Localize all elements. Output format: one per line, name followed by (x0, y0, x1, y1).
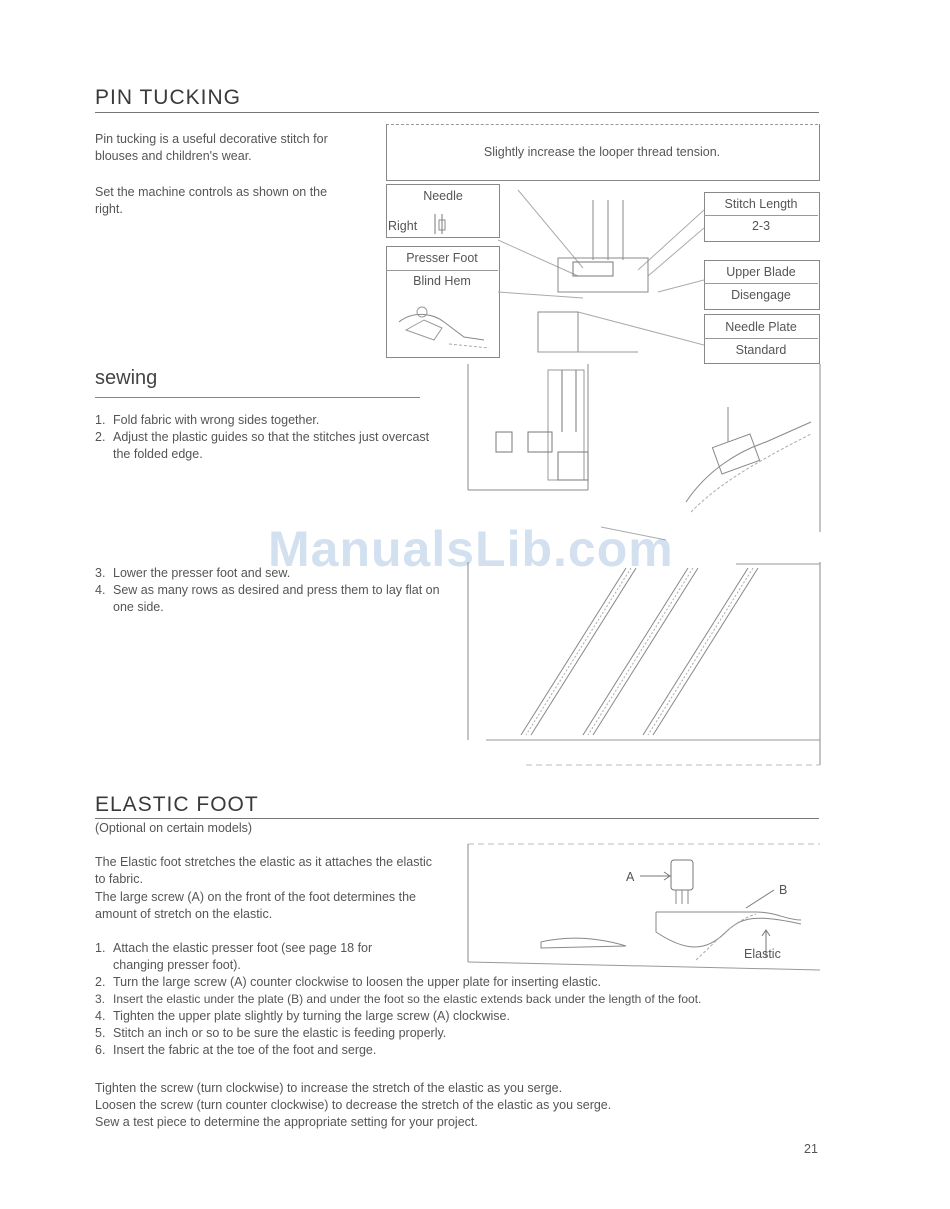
sewing-subtitle: sewing (95, 367, 158, 389)
elastic-step: 3. Insert the elastic under the plate (B) and under the foot so the elastic extends back under the length of the foot. (95, 992, 702, 1006)
elastic-step: 4. Tighten the upper plate slightly by turning the large screw (A) clockwise. (95, 1009, 510, 1023)
controls-note: Set the machine controls as shown on the right. (95, 185, 328, 216)
stitch-length-label: Stitch Length (724, 197, 798, 211)
pin-tucking-title: PIN TUCKING (95, 86, 241, 109)
elastic-foot-title: ELASTIC FOOT (95, 793, 259, 816)
needle-label: Needle (423, 189, 463, 203)
upper-blade-value: Disengage (731, 288, 791, 302)
sewing-rule (95, 397, 420, 398)
elastic-intro-2: The large screw (A) on the front of the foot determines the amount of stretch on the elastic. (95, 890, 416, 921)
label-elastic: Elastic (744, 947, 781, 961)
machine-controls-diagram (386, 124, 820, 364)
footer-line: Loosen the screw (turn counter clockwise) to decrease the stretch of the elastic as you serge. (95, 1098, 612, 1112)
elastic-step: 5. Stitch an inch or so to be sure the elastic is feeding properly. (95, 1026, 447, 1040)
folded-fabric-illustration (466, 362, 822, 542)
needle-plate-label: Needle Plate (725, 320, 797, 334)
presser-foot-label: Presser Foot (406, 251, 478, 265)
presser-foot-value: Blind Hem (413, 274, 471, 288)
blind-hem-foot-icon (394, 292, 494, 352)
needle-plate-value: Standard (735, 343, 787, 357)
elastic-subtitle: (Optional on certain models) (95, 821, 253, 835)
needle-value: Right (388, 219, 418, 233)
footer-line: Tighten the screw (turn clockwise) to increase the stretch of the elastic as you serge. (95, 1081, 563, 1095)
sewing-step: 2. Adjust the plastic guides so that the stitches just overcast the folded edge. (95, 430, 430, 461)
elastic-step: 1. Attach the elastic presser foot (see page 18 for changing presser foot). (95, 941, 373, 972)
sewing-step: 3. Lower the presser foot and sew. (95, 566, 291, 580)
sewing-step: 4. Sew as many rows as desired and press them to lay flat on one side. (95, 583, 440, 614)
elastic-step: 2. Turn the large screw (A) counter clockwise to loosen the upper plate for inserting elastic. (95, 975, 601, 989)
needle-icon (430, 212, 452, 236)
elastic-steps (95, 940, 820, 1059)
elastic-footer (95, 1080, 815, 1131)
watermark: ManualsLib.com (268, 521, 674, 577)
sewing-step: 1. Fold fabric with wrong sides together. (95, 413, 320, 427)
elastic-step: 6. Insert the fabric at the toe of the foot and serge. (95, 1043, 377, 1057)
tension-note: Slightly increase the looper thread tension. (483, 145, 721, 159)
elastic-intro-1: The Elastic foot stretches the elastic as it attaches the elastic to fabric. (95, 855, 432, 886)
label-a: A (626, 870, 635, 884)
footer-line: Sew a test piece to determine the appropriate setting for your project. (95, 1115, 478, 1129)
pin-tucking-intro: Pin tucking is a useful decorative stitch for blouses and children's wear. (95, 132, 328, 163)
elastic-title-rule (95, 818, 819, 819)
pin-tucks-illustration (466, 560, 822, 768)
title-rule (95, 112, 819, 113)
stitch-length-value: 2-3 (751, 219, 771, 233)
label-b: B (779, 883, 788, 897)
sewing-steps-a (95, 412, 435, 463)
upper-blade-label: Upper Blade (726, 265, 796, 279)
serger-head-illustration (498, 180, 704, 364)
page-number: 21 (804, 1142, 818, 1156)
